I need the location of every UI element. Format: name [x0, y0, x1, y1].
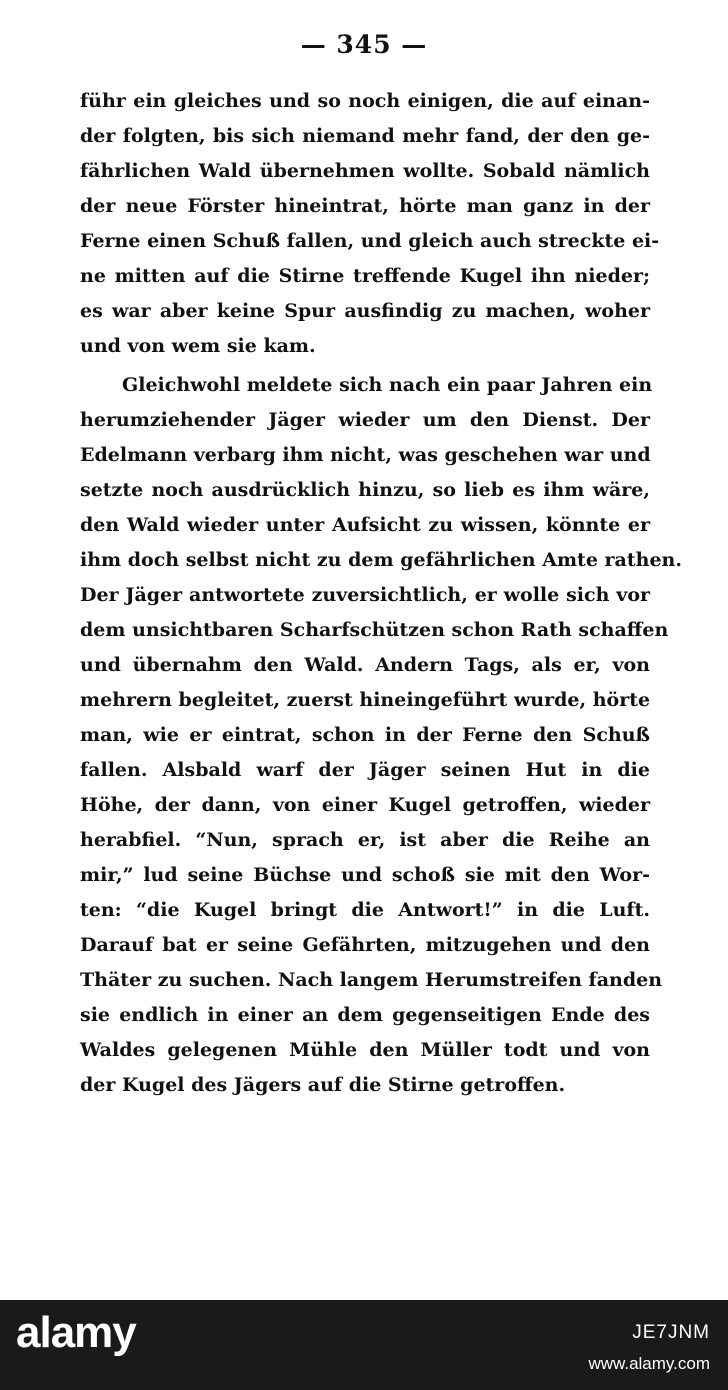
- text-line: ne mitten auf die Stirne treffende Kugel ihn nieder;: [80, 265, 650, 287]
- paragraph: [80, 84, 660, 364]
- text-line: sie endlich in einer an dem gegenseitigen Ende des: [80, 1004, 650, 1026]
- text-line: der neue Förster hineintrat, hörte man ganz in der: [80, 195, 650, 217]
- text-line: herumziehender Jäger wieder um den Dienst. Der: [80, 409, 650, 431]
- text-line: Edelmann verbarg ihm nicht, was geschehen war und: [80, 444, 651, 466]
- text-line: den Wald wieder unter Aufsicht zu wissen, könnte er: [80, 514, 650, 536]
- text-line: und übernahm den Wald. Andern Tags, als er, von: [80, 654, 650, 676]
- text-line: Thäter zu suchen. Nach langem Herumstreifen fanden: [80, 969, 663, 991]
- watermark-footer: [0, 1300, 728, 1390]
- paragraph: [80, 368, 682, 1103]
- footer-url: www.alamy.com: [588, 1354, 710, 1373]
- text-line: Der Jäger antwortete zuversichtlich, er wolle sich vor: [80, 584, 650, 606]
- text-line: mir,” lud seine Büchse und schoß sie mit den Wor-: [80, 864, 650, 886]
- text-line: Waldes gelegenen Mühle den Müller todt und von: [80, 1039, 650, 1061]
- alamy-logo: alamy: [16, 1308, 136, 1357]
- text-line: setzte noch ausdrücklich hinzu, so lieb es ihm wäre,: [80, 479, 650, 501]
- text-line: mehrern begleitet, zuerst hineingeführt wurde, hörte: [80, 689, 651, 711]
- text-line: fallen. Alsbald warf der Jäger seinen Hut in die: [80, 759, 650, 781]
- text-line: Ferne einen Schuß fallen, und gleich auch streckte ei-: [80, 230, 660, 252]
- text-line: Darauf bat er seine Gefährten, mitzugehen und den: [80, 934, 650, 956]
- text-line: ihm doch selbst nicht zu dem gefährlichen Amte rathen.: [80, 549, 682, 571]
- body-text: [80, 84, 682, 1103]
- text-line: es war aber keine Spur ausfindig zu machen, woher: [80, 300, 650, 322]
- text-line: der folgten, bis sich niemand mehr fand, der den ge-: [80, 125, 650, 147]
- page-number: — 345 —: [300, 30, 428, 59]
- text-line: führ ein gleiches und so noch einigen, die auf einan-: [80, 90, 650, 112]
- image-id: JE7JNM: [632, 1322, 710, 1343]
- text-line: Gleichwohl meldete sich nach ein paar Jahren ein: [122, 374, 653, 396]
- text-line: dem unsichtbaren Scharfschützen schon Rath schaffen: [80, 619, 669, 641]
- text-line: man, wie er eintrat, schon in der Ferne den Schuß: [80, 724, 650, 746]
- text-line: ten: “die Kugel bringt die Antwort!” in die Luft.: [80, 899, 650, 921]
- text-line: fährlichen Wald übernehmen wollte. Sobald nämlich: [80, 160, 650, 182]
- text-line: herabfiel. “Nun, sprach er, ist aber die Reihe an: [80, 829, 650, 851]
- text-line: der Kugel des Jägers auf die Stirne getroffen.: [80, 1074, 566, 1096]
- text-line: Höhe, der dann, von einer Kugel getroffen, wieder: [80, 794, 650, 816]
- text-line: und von wem sie kam.: [80, 335, 316, 357]
